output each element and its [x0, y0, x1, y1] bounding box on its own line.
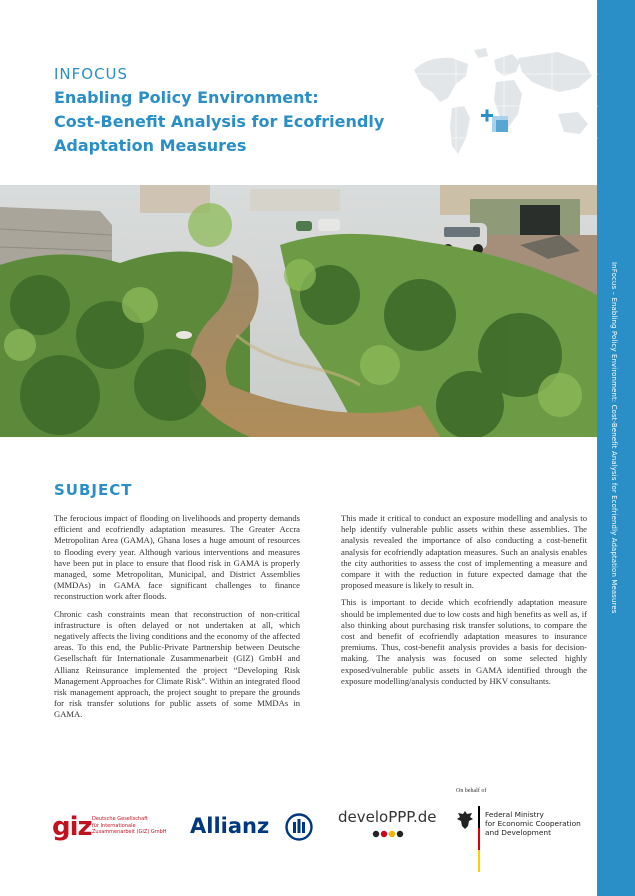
ministry-line: for Economic Cooperation	[485, 819, 581, 828]
page-title	[54, 86, 414, 158]
ministry-line: and Development	[485, 828, 552, 837]
giz-caption-line: für Internationale	[92, 822, 136, 829]
title-line: Enabling Policy Environment:	[54, 88, 319, 107]
title-line: Cost-Benefit Analysis for Ecofriendly	[54, 112, 385, 131]
allianz-wordmark: Allianz	[190, 814, 270, 838]
body-paragraph: The ferocious impact of flooding on livelihoods and property demands efficient and ecofriendly adaptation measures. The Greater Accra Metropolitan Area (GAMA), Ghana loses a huge amount of resources to flooding every year. Although various interventions and measures have been put in place to ensure that flood risk in GAMA is properly managed, some Metropolitan, Municipal, and District Assemblies (MMDAs) in GAMA face significant challenges to finance reconstruction work after floods.	[54, 513, 300, 602]
sidebar-vertical-title: InFocus – Enabling Policy Environment: Cost-Benefit Analysis for Ecofriendly Adaptation Measures	[610, 262, 618, 614]
kicker: INFOCUS	[54, 65, 129, 83]
ministry-line: Federal Ministry	[485, 810, 544, 819]
on-behalf-label: On behalf of	[456, 788, 487, 794]
body-paragraph: This is important to decide which ecofriendly adaptation measure should be implemented due to low costs and high benefits as well as, if also thinking about purchasing risk transfer solutions, to compare the cost and benefit of ecofriendly adaptation measures to insurance premiums. Thus, cost-benefit analysis provides a basis for decision-making. The analysis was focused on some selected highly exposed/vulnerable public assets in GAMA identified through the exposure modelling/analysis conducted by HKV consultants.	[341, 597, 587, 686]
giz-caption	[92, 816, 167, 836]
giz-caption-line: Deutsche Gesellschaft	[92, 816, 148, 822]
flooded-drain-photo	[0, 185, 597, 437]
section-heading-subject: SUBJECT	[54, 481, 133, 499]
developpp-dots-icon	[372, 830, 406, 838]
giz-logo	[52, 812, 167, 842]
body-column-right	[341, 513, 587, 693]
giz-caption-line: Zusammenarbeit (GIZ) GmbH	[92, 829, 167, 835]
giz-wordmark: giz	[52, 812, 92, 842]
world-map-icon	[408, 42, 598, 172]
header	[54, 64, 414, 158]
german-flag-bar	[478, 806, 480, 872]
title-line: Adaptation Measures	[54, 136, 247, 155]
allianz-emblem-icon	[285, 813, 313, 841]
side-band	[597, 0, 635, 896]
developpp-wordmark: develoPPP.de	[338, 808, 437, 826]
partner-logos	[0, 780, 597, 880]
federal-eagle-icon	[456, 810, 474, 830]
body-paragraph: Chronic cash constraints mean that reconstruction of non-critical infrastructure is often delayed or not undertaken at all, which negatively affects the living conditions and the economy of the affected areas. To this end, the Public-Private Partnership between Deutsche Gesellschaft für Internationale Zusammenarbeit (GIZ) GmbH and Allianz Reinsurance implemented the project “Developing Risk Management Approaches for Climate Risk”. Within an integrated flood risk management approach, the project sought to prepare the grounds for risk transfer solutions for public assets of some MMDAs in GAMA.	[54, 608, 300, 720]
body-paragraph: This made it critical to conduct an exposure modelling and analysis to help identify vulnerable public assets within these assemblies. The analysis revealed the importance of also conducting a cost-benefit analysis for ecofriendly adaptation measures. Such an analysis enables the city authorities to assess the cost of implementing a measure and compare it with the reduction in future expected damage that the proposed measure is likely to result in.	[341, 513, 587, 591]
ministry-name	[485, 810, 581, 837]
body-column-left	[54, 513, 300, 727]
